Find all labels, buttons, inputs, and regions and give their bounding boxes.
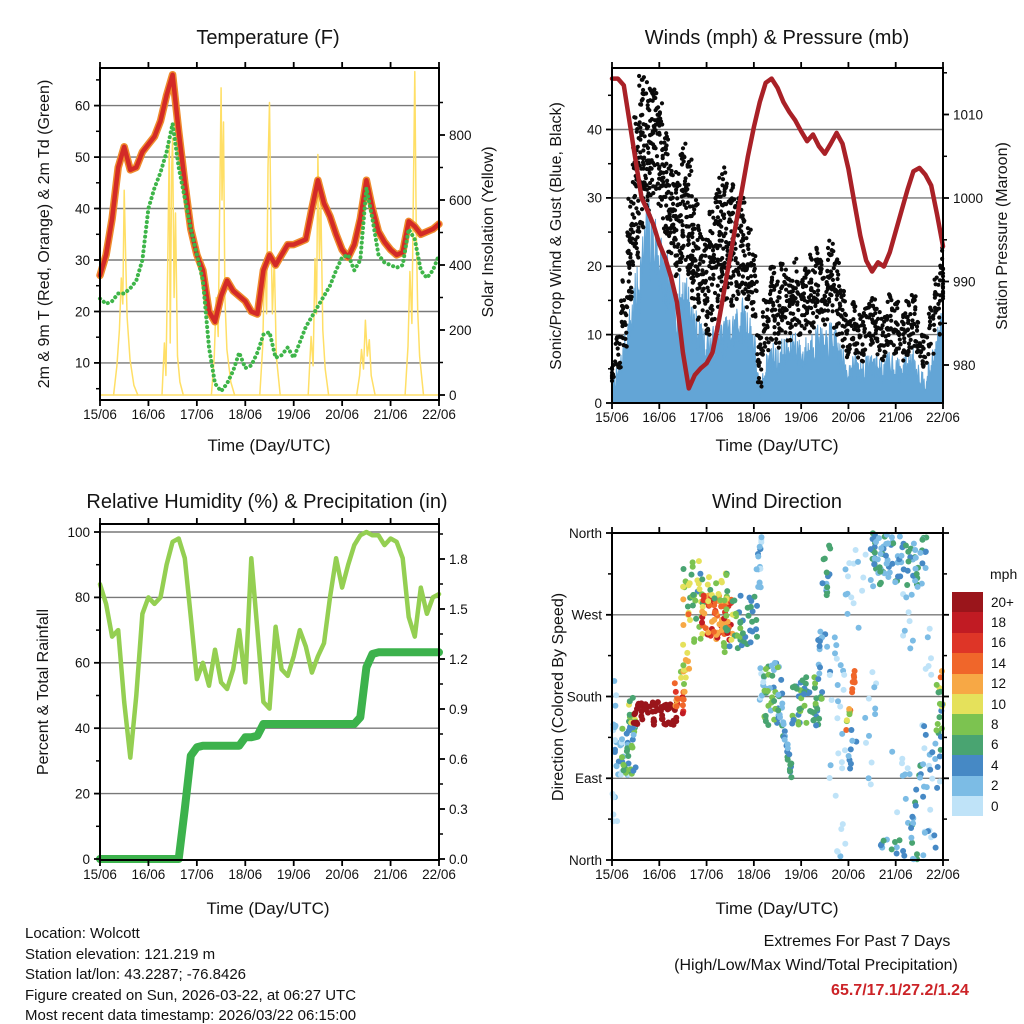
legend-speed-label: 16 xyxy=(991,635,1007,651)
legend-color-swatch xyxy=(952,735,983,755)
svg-text:20/06: 20/06 xyxy=(831,410,866,425)
x-label-temperature: Time (Day/UTC) xyxy=(207,436,331,455)
y-label-wind: Sonic/Prop Wind & Gust (Blue, Black) xyxy=(548,102,565,370)
humidity-precip-gridlines xyxy=(100,532,439,794)
legend-color-swatch xyxy=(952,633,983,653)
svg-text:North: North xyxy=(568,852,602,868)
legend-units-label: mph xyxy=(990,566,1018,582)
svg-text:600: 600 xyxy=(449,192,472,208)
panel-title-wind-direction: Wind Direction xyxy=(711,491,843,513)
legend-color-swatch xyxy=(952,592,983,612)
svg-text:20: 20 xyxy=(74,304,90,320)
legend-color-swatch xyxy=(952,612,983,632)
svg-text:18/06: 18/06 xyxy=(228,407,263,422)
y-label-temperature: 2m & 9m T (Red, Orange) & 2m Td (Green) xyxy=(36,79,53,389)
svg-text:1000: 1000 xyxy=(953,190,984,206)
data-timestamp: Most recent data timestamp: 2026/03/22 06:15:00 xyxy=(25,1007,357,1024)
legend-color-swatch xyxy=(952,674,983,694)
x-label-winds: Time (Day/UTC) xyxy=(715,436,839,455)
svg-text:17/06: 17/06 xyxy=(179,407,214,422)
svg-text:16/06: 16/06 xyxy=(642,867,677,882)
svg-text:22/06: 22/06 xyxy=(926,410,960,425)
svg-text:21/06: 21/06 xyxy=(373,407,408,422)
legend-speed-label: 14 xyxy=(991,655,1007,671)
svg-text:18/06: 18/06 xyxy=(228,867,263,882)
svg-text:21/06: 21/06 xyxy=(878,410,913,425)
svg-text:20/06: 20/06 xyxy=(831,867,866,882)
legend-swatch-row xyxy=(952,776,1014,796)
svg-text:West: West xyxy=(571,607,602,623)
svg-text:15/06: 15/06 xyxy=(83,867,117,882)
svg-text:18/06: 18/06 xyxy=(736,410,771,425)
legend-speed-label: 2 xyxy=(991,778,999,794)
svg-text:40: 40 xyxy=(74,721,90,736)
svg-text:0: 0 xyxy=(82,851,90,867)
svg-text:100: 100 xyxy=(67,524,90,540)
legend-swatch-row xyxy=(952,755,1014,775)
y-label-direction: Direction (Colored By Speed) xyxy=(550,592,567,802)
panel-title-winds: Winds (mph) & Pressure (mb) xyxy=(644,27,910,49)
svg-text:17/06: 17/06 xyxy=(179,867,214,882)
svg-text:20/06: 20/06 xyxy=(325,407,360,422)
legend-speed-label: 10 xyxy=(991,696,1007,712)
svg-text:980: 980 xyxy=(953,357,976,373)
svg-text:19/06: 19/06 xyxy=(784,410,819,425)
legend-color-swatch xyxy=(952,755,983,775)
panel-title-humidity: Relative Humidity (%) & Precipitation (in) xyxy=(86,491,448,513)
legend-swatch-row xyxy=(952,796,1014,816)
svg-text:20: 20 xyxy=(74,786,90,802)
legend-color-swatch xyxy=(952,714,983,734)
station-location: Location: Wolcott xyxy=(25,925,140,942)
winds-pressure-series xyxy=(610,74,945,403)
legend-swatch-row xyxy=(952,633,1014,653)
svg-text:30: 30 xyxy=(74,252,90,268)
svg-text:0: 0 xyxy=(449,387,457,403)
temperature-ticks xyxy=(75,62,472,422)
svg-text:22/06: 22/06 xyxy=(926,867,960,882)
svg-text:800: 800 xyxy=(449,127,472,143)
svg-text:40: 40 xyxy=(74,201,90,217)
legend-speed-label: 20+ xyxy=(991,594,1014,610)
svg-text:19/06: 19/06 xyxy=(784,867,819,882)
legend-swatch-row xyxy=(952,612,1014,632)
legend-color-swatch xyxy=(952,694,983,714)
svg-text:16/06: 16/06 xyxy=(131,407,166,422)
svg-text:200: 200 xyxy=(449,322,472,338)
svg-text:16/06: 16/06 xyxy=(642,410,677,425)
extremes-title: Extremes For Past 7 Days xyxy=(763,933,951,950)
legend-speed-label: 6 xyxy=(991,737,999,753)
svg-text:1010: 1010 xyxy=(953,107,984,123)
humidity-precip-series xyxy=(100,532,439,859)
svg-text:22/06: 22/06 xyxy=(422,867,456,882)
wind-direction-panel xyxy=(567,526,960,882)
svg-text:60: 60 xyxy=(74,98,90,114)
svg-text:400: 400 xyxy=(449,257,472,273)
y-label-pressure: Station Pressure (Maroon) xyxy=(994,142,1011,330)
legend-speed-label: 12 xyxy=(991,676,1007,692)
legend-speed-label: 0 xyxy=(991,798,999,814)
legend-swatch-row xyxy=(952,674,1014,694)
station-elevation: Station elevation: 121.219 m xyxy=(25,945,216,963)
temperature-series xyxy=(100,72,439,395)
svg-text:80: 80 xyxy=(74,590,90,606)
x-label-humidity: Time (Day/UTC) xyxy=(206,899,330,918)
svg-text:990: 990 xyxy=(953,274,976,290)
svg-text:19/06: 19/06 xyxy=(276,867,311,882)
legend-speed-label: 4 xyxy=(991,757,999,773)
svg-text:21/06: 21/06 xyxy=(373,867,408,882)
svg-text:15/06: 15/06 xyxy=(595,410,629,425)
svg-text:10: 10 xyxy=(74,355,90,371)
station-info xyxy=(25,924,356,1024)
svg-text:South: South xyxy=(566,689,602,705)
svg-text:0.9: 0.9 xyxy=(449,701,468,717)
svg-text:10: 10 xyxy=(586,327,602,343)
svg-text:North: North xyxy=(568,525,602,541)
svg-text:17/06: 17/06 xyxy=(689,867,724,882)
svg-text:30: 30 xyxy=(586,190,602,206)
x-label-direction: Time (Day/UTC) xyxy=(715,899,839,918)
svg-text:16/06: 16/06 xyxy=(131,867,166,882)
svg-text:1.8: 1.8 xyxy=(449,551,468,567)
svg-text:15/06: 15/06 xyxy=(83,407,117,422)
svg-text:0.6: 0.6 xyxy=(449,751,468,767)
station-latlon: Station lat/lon: 43.2287; -76.8426 xyxy=(25,966,247,984)
svg-text:18/06: 18/06 xyxy=(736,867,771,882)
svg-text:1.2: 1.2 xyxy=(449,651,468,667)
legend-swatch-row xyxy=(952,735,1014,755)
svg-text:East: East xyxy=(574,771,602,787)
humidity-precip-ticks xyxy=(67,518,467,882)
legend-color-swatch xyxy=(952,653,983,673)
svg-text:60: 60 xyxy=(74,655,90,671)
svg-text:0: 0 xyxy=(594,395,602,411)
legend-color-swatch xyxy=(952,776,983,796)
extremes-subtitle: (High/Low/Max Wind/Total Precipitation) xyxy=(674,957,958,974)
svg-text:0.0: 0.0 xyxy=(449,851,468,867)
winds-pressure-panel xyxy=(587,62,983,425)
extremes-values: 65.7/17.1/27.2/1.24 xyxy=(831,982,969,999)
svg-text:40: 40 xyxy=(586,122,602,138)
legend-color-swatch xyxy=(952,796,983,816)
figure-created: Figure created on Sun, 2026-03-22, at 06:27 UTC xyxy=(25,986,357,1004)
legend-speed-label: 8 xyxy=(991,717,999,733)
svg-text:19/06: 19/06 xyxy=(276,407,311,422)
legend-speed-label: 18 xyxy=(991,615,1007,631)
panel-title-temperature: Temperature (F) xyxy=(196,27,340,49)
legend-swatch-row xyxy=(952,694,1014,714)
humidity-precip-panel xyxy=(67,518,467,882)
legend-swatch-row xyxy=(952,714,1014,734)
svg-text:50: 50 xyxy=(74,149,90,165)
svg-text:0.3: 0.3 xyxy=(449,801,468,817)
legend-swatch-row xyxy=(952,653,1014,673)
temperature-panel xyxy=(75,62,472,422)
svg-text:22/06: 22/06 xyxy=(422,407,456,422)
y-label-percent: Percent & Total Rainfall xyxy=(35,609,52,776)
svg-text:1.5: 1.5 xyxy=(449,601,468,617)
svg-text:15/06: 15/06 xyxy=(595,867,629,882)
svg-text:17/06: 17/06 xyxy=(689,410,724,425)
y-label-insolation: Solar Insolation (Yellow) xyxy=(480,146,497,318)
legend-swatch-row xyxy=(952,592,1014,612)
svg-text:20/06: 20/06 xyxy=(325,867,360,882)
svg-text:21/06: 21/06 xyxy=(878,867,913,882)
svg-text:20: 20 xyxy=(586,259,602,275)
